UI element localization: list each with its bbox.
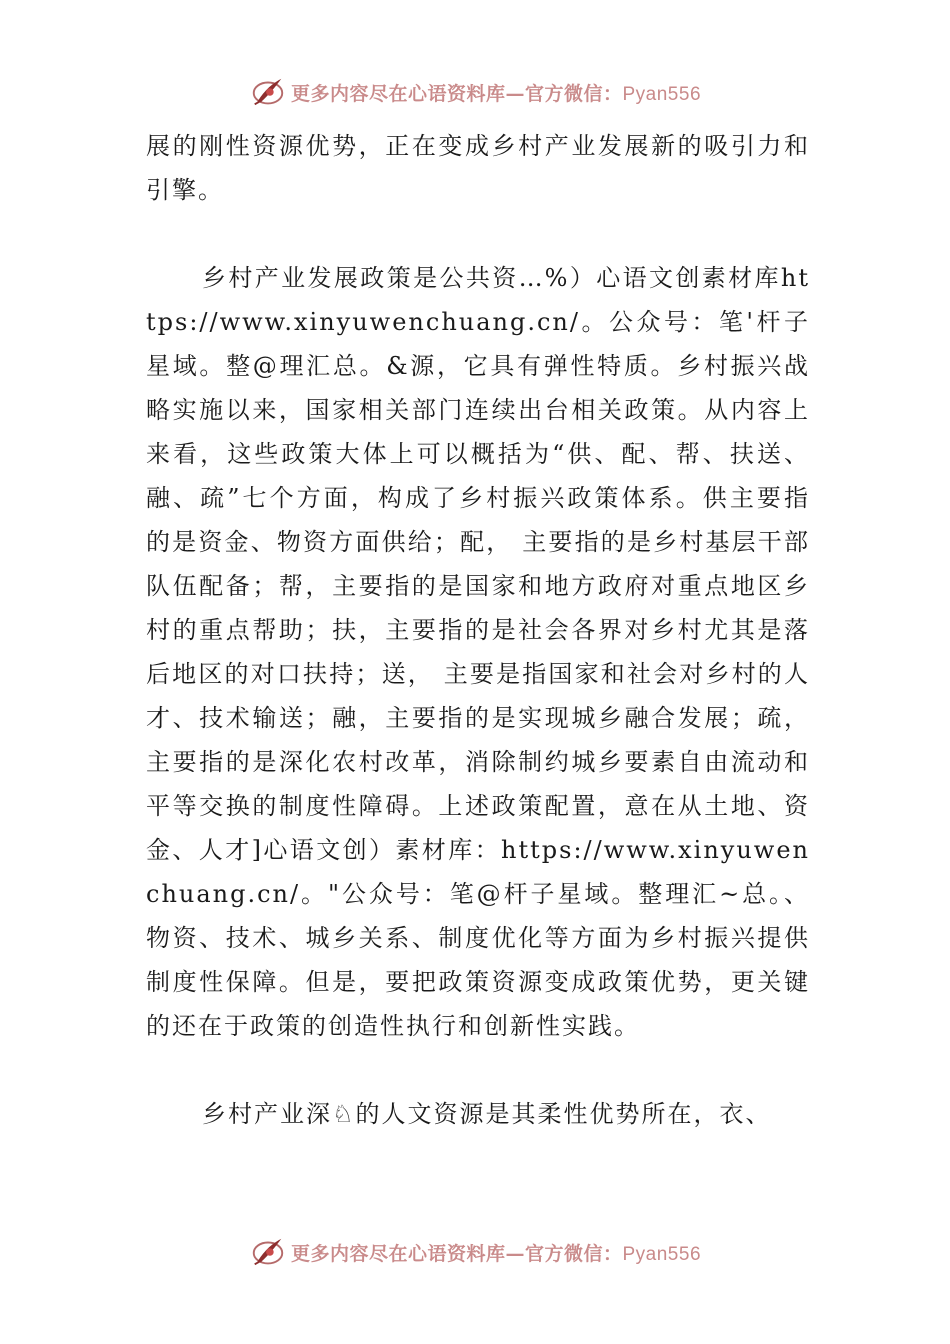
watermark-text: 更多内容尽在心语资料库—官方微信：Pyan556 [290,1242,702,1265]
paragraph-1: 展的刚性资源优势，正在变成乡村产业发展新的吸引力和引擎。 [146,132,810,204]
paragraph-2: 乡村产业发展政策是公共资…%）心语文创素材库https://www.xinyuwenchuang.cn/。公众号：笔'杆子星域。整@理汇总。&源，它具有弹性特质。乡村振兴战略实施以来，国家相关部门连续出台相关政策。从内容上来看，这些政策大体上可以概括为“供、配、帮、扶送、融、疏”七个方面，构成了乡村振兴政策体系。供主要指的是资金、物资方面供给；配， 主要指的是乡村基层干部队伍配备；帮，主要指的是国家和地方政府对重点地区乡村的重点帮助；扶，主要指的是社会各界对乡村尤其是落后地区的对口扶持；送， 主要是指国家和社会对乡村的人才、技术输送；融，主要指的是实现城乡融合发展；疏，主要指的是深化农村改革，消除制约城乡要素自由流动和平等交换的制度性障碍。上述政策配置，意在从土地、资金、人才]心语文创）素材库：https://www.xinyuwenchuang.cn/。"公众号：笔@杆子星域。整理汇~总。、物资、技术、城乡关系、制度优化等方面为乡村振兴提供制度性保障。但是，要把政策资源变成政策优势，更关键的还在于政策的创造性执行和创新性实践。 [146,264,810,1040]
watermark-banner-bottom [0,1232,950,1272]
wechat-id: Pyan556 [622,83,702,105]
quill-rose-logo-icon [249,73,287,111]
watermark-banner-top [0,72,950,112]
wechat-id: Pyan556 [622,1243,702,1265]
watermark-text: 更多内容尽在心语资料库—官方微信：Pyan556 [290,82,702,105]
quill-rose-logo-icon [249,1233,287,1271]
paragraph-3: 乡村产业深♘的人文资源是其柔性优势所在，衣、 [202,1100,772,1128]
document-body [146,124,810,1180]
